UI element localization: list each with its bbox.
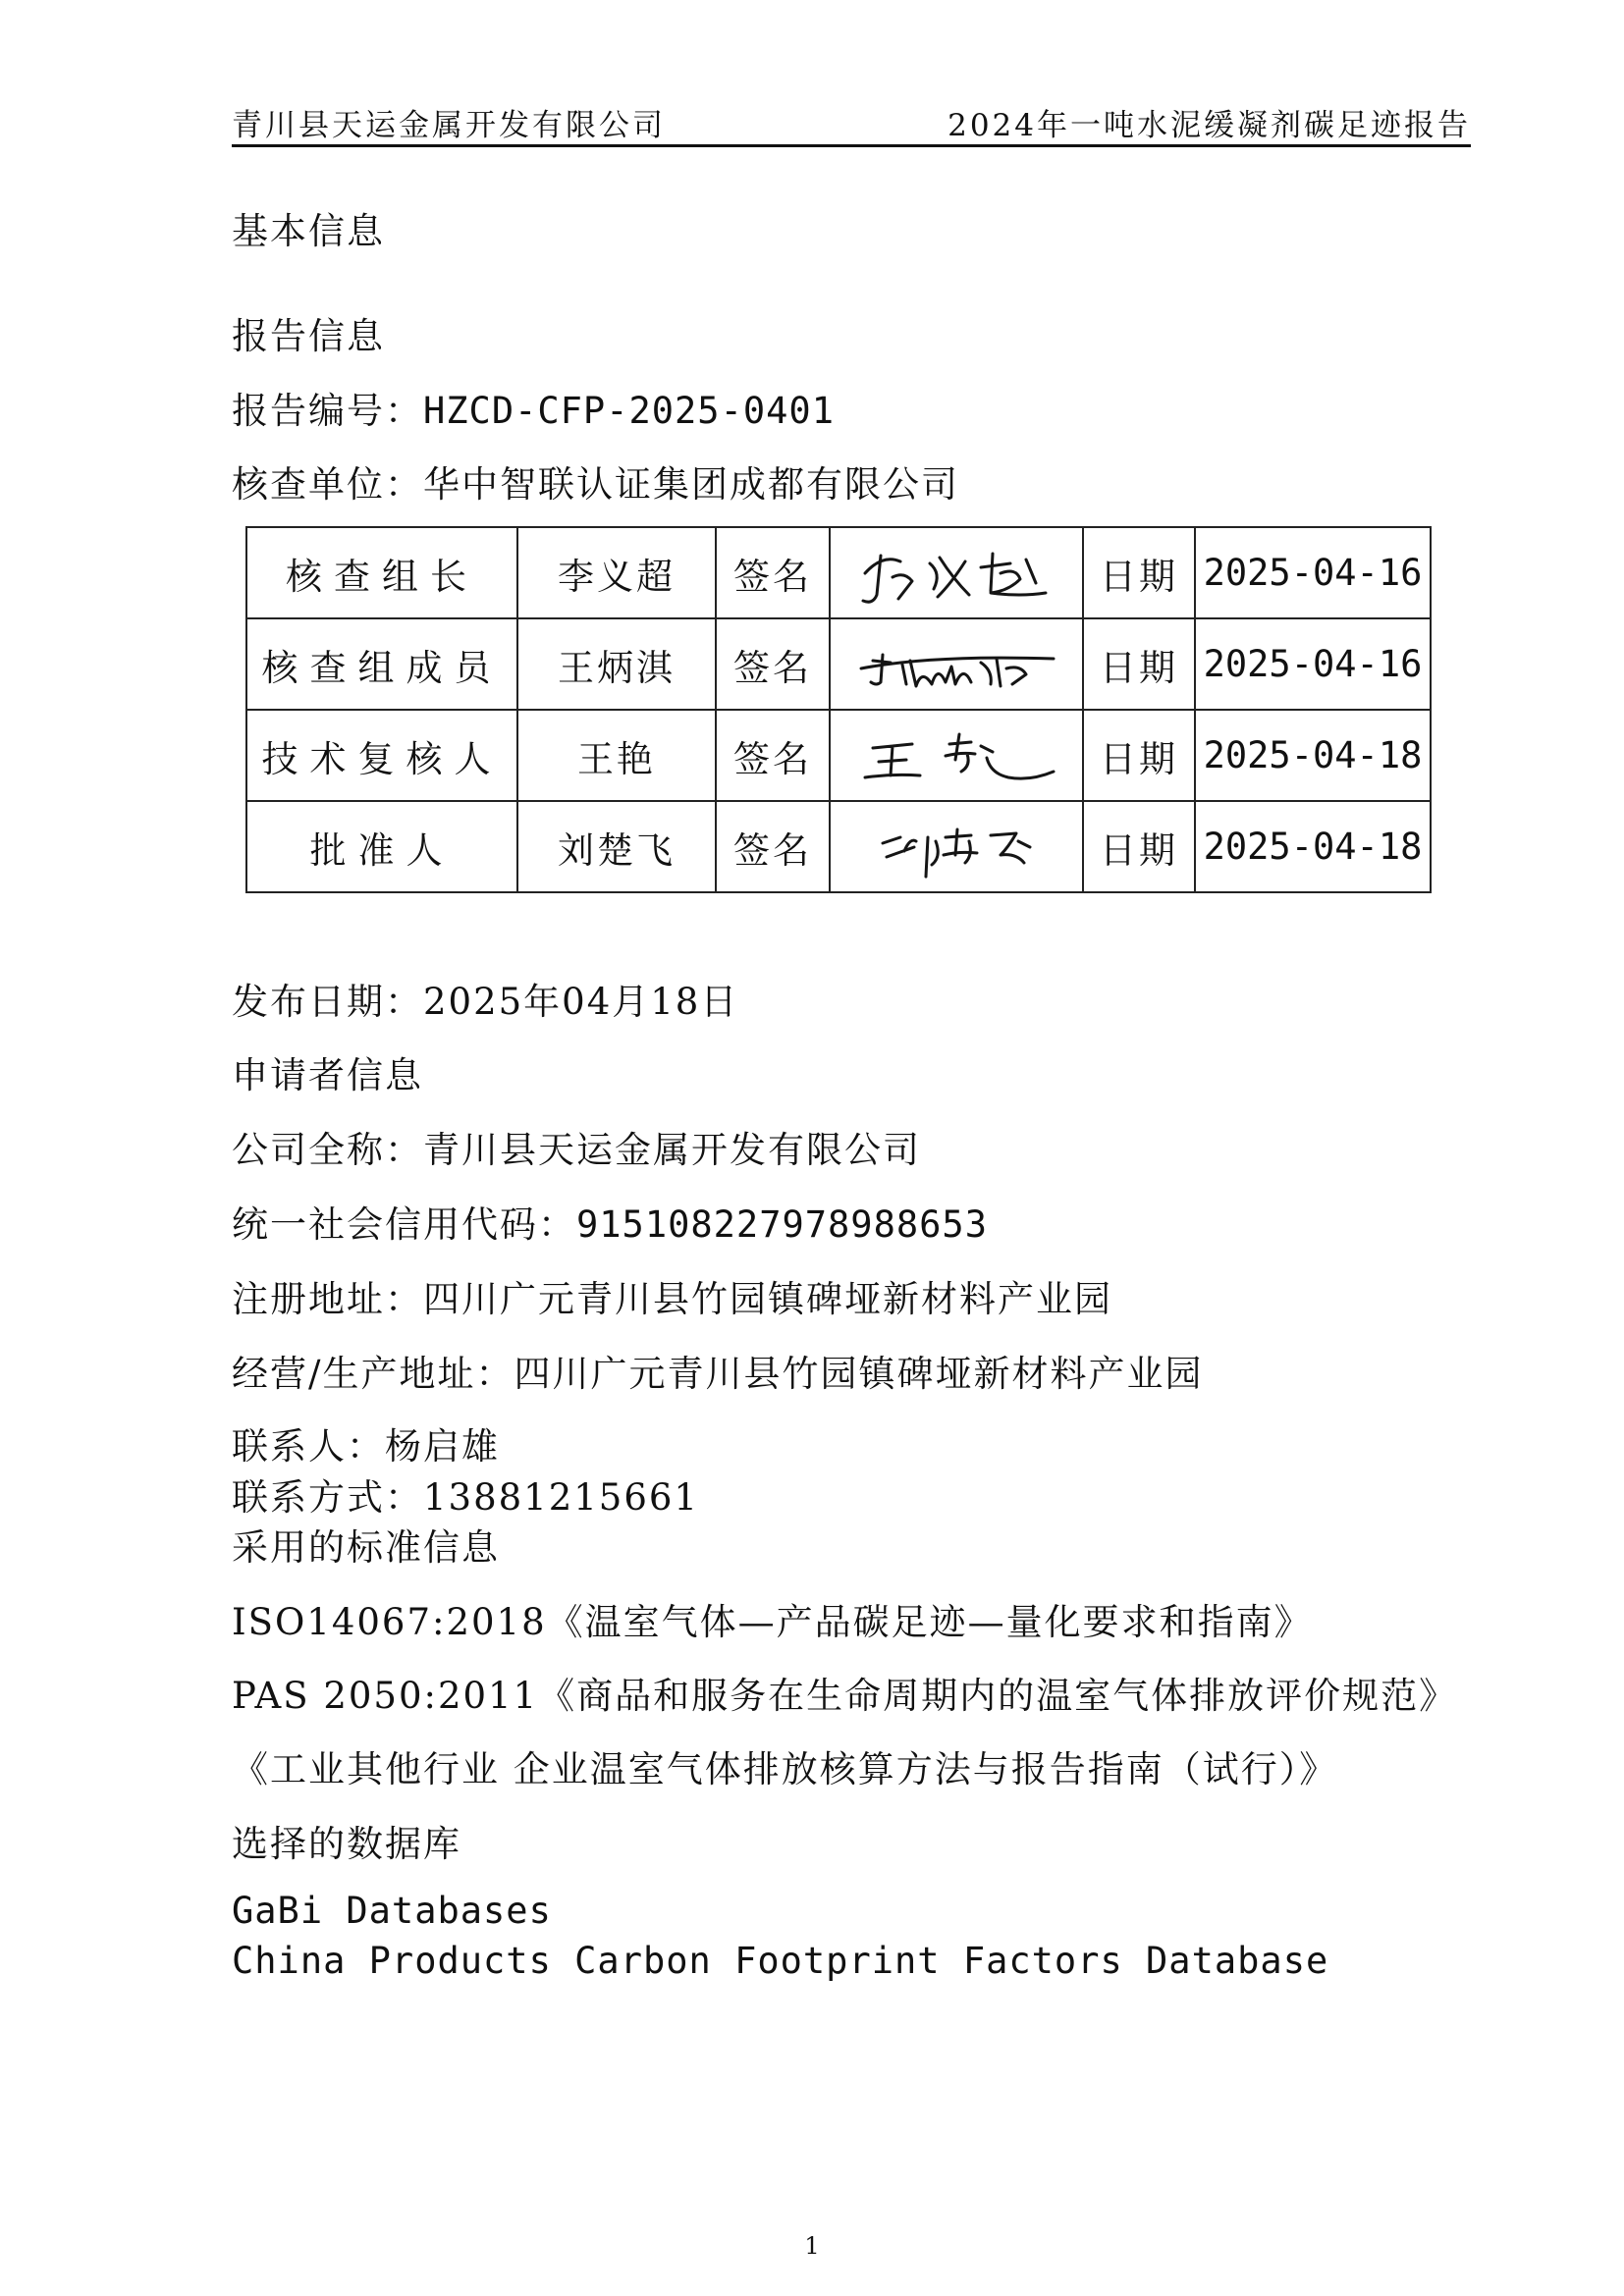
credit-code: 91510822797898865З <box>576 1203 988 1246</box>
date-label-cell: 日期 <box>1083 618 1195 710</box>
section-heading-applicant: 申请者信息 <box>232 1054 423 1096</box>
registered-address: 四川广元青川县竹园镇碑垭新材料产业园 <box>423 1278 1112 1320</box>
signature-cell <box>830 801 1083 892</box>
standard-item: ISO14067:2018《温室气体—产品碳足迹—量化要求和指南》 <box>232 1601 1313 1643</box>
page-number: 1 <box>804 2232 820 2260</box>
name-cell: 刘楚飞 <box>517 801 716 892</box>
date-cell: 2025-04-16 <box>1195 618 1431 710</box>
signature-table <box>245 526 1432 893</box>
sign-label-cell: 签名 <box>716 710 830 801</box>
contact-line <box>232 1416 500 1469</box>
date-cell: 2025-04-18 <box>1195 801 1431 892</box>
role-cell: 技术复核人 <box>246 710 517 801</box>
phone-label: 联系方式： <box>232 1476 423 1519</box>
operating-address-line <box>232 1344 1203 1397</box>
report-number-label: 报告编号： <box>232 390 423 432</box>
handwritten-signature <box>843 534 1069 613</box>
sign-label-cell: 签名 <box>716 801 830 892</box>
section-heading-basic-info: 基本信息 <box>232 210 385 252</box>
verifier-name: 华中智联认证集团成都有限公司 <box>423 463 959 506</box>
table-row <box>246 710 1431 801</box>
role-cell: 核查组长 <box>246 527 517 618</box>
table-row <box>246 618 1431 710</box>
phone-line <box>232 1468 699 1521</box>
signature-cell <box>830 527 1083 618</box>
name-cell: 王艳 <box>517 710 716 801</box>
verifier-line <box>232 454 959 507</box>
phone-number: 13881215661 <box>423 1476 699 1519</box>
date-label-cell: 日期 <box>1083 527 1195 618</box>
standard-item: 《工业其他行业 企业温室气体排放核算方法与报告指南（试行）》 <box>232 1748 1338 1790</box>
date-label-cell: 日期 <box>1083 710 1195 801</box>
company-name: 青川县天运金属开发有限公司 <box>423 1129 921 1171</box>
registered-address-line <box>232 1269 1112 1322</box>
role-cell: 核查组成员 <box>246 618 517 710</box>
name-cell: 李义超 <box>517 527 716 618</box>
sign-label-cell: 签名 <box>716 527 830 618</box>
publish-date: 发布日期：2025年04月18日 <box>232 981 739 1023</box>
section-heading-report-info: 报告信息 <box>232 315 385 357</box>
section-heading-standards: 采用的标准信息 <box>232 1526 500 1569</box>
operating-address: 四川广元青川县竹园镇碑垭新材料产业园 <box>514 1353 1204 1395</box>
credit-code-label: 统一社会信用代码： <box>232 1203 576 1246</box>
table-row <box>246 527 1431 618</box>
report-number: HZCD-CFP-2025-0401 <box>423 390 835 432</box>
header-report-title: 2024年一吨水泥缓凝剂碳足迹报告 <box>947 108 1471 143</box>
handwritten-signature <box>843 717 1069 795</box>
standard-item: PAS 2050:2011《商品和服务在生命周期内的温室气体排放评价规范》 <box>232 1675 1458 1717</box>
header-divider <box>232 144 1471 147</box>
table-row <box>246 801 1431 892</box>
sign-label-cell: 签名 <box>716 618 830 710</box>
date-cell: 2025-04-18 <box>1195 710 1431 801</box>
signature-cell <box>830 710 1083 801</box>
company-line <box>232 1120 921 1173</box>
credit-code-line <box>232 1195 988 1248</box>
verifier-label: 核查单位： <box>232 463 423 506</box>
company-label: 公司全称： <box>232 1129 423 1171</box>
handwritten-signature <box>843 808 1069 886</box>
contact-label: 联系人： <box>232 1425 385 1468</box>
report-number-line <box>232 381 835 434</box>
date-cell: 2025-04-16 <box>1195 527 1431 618</box>
role-cell: 批准人 <box>246 801 517 892</box>
section-heading-databases: 选择的数据库 <box>232 1823 461 1865</box>
database-item: China Products Carbon Footprint Factors Database <box>232 1940 1329 1982</box>
name-cell: 王炳淇 <box>517 618 716 710</box>
contact-name: 杨启雄 <box>385 1425 500 1468</box>
handwritten-signature <box>843 625 1069 704</box>
operating-address-label: 经营/生产地址： <box>232 1353 514 1395</box>
registered-address-label: 注册地址： <box>232 1278 423 1320</box>
date-label-cell: 日期 <box>1083 801 1195 892</box>
database-item: GaBi Databases <box>232 1890 552 1932</box>
signature-cell <box>830 618 1083 710</box>
header-company: 青川县天运金属开发有限公司 <box>232 108 666 143</box>
